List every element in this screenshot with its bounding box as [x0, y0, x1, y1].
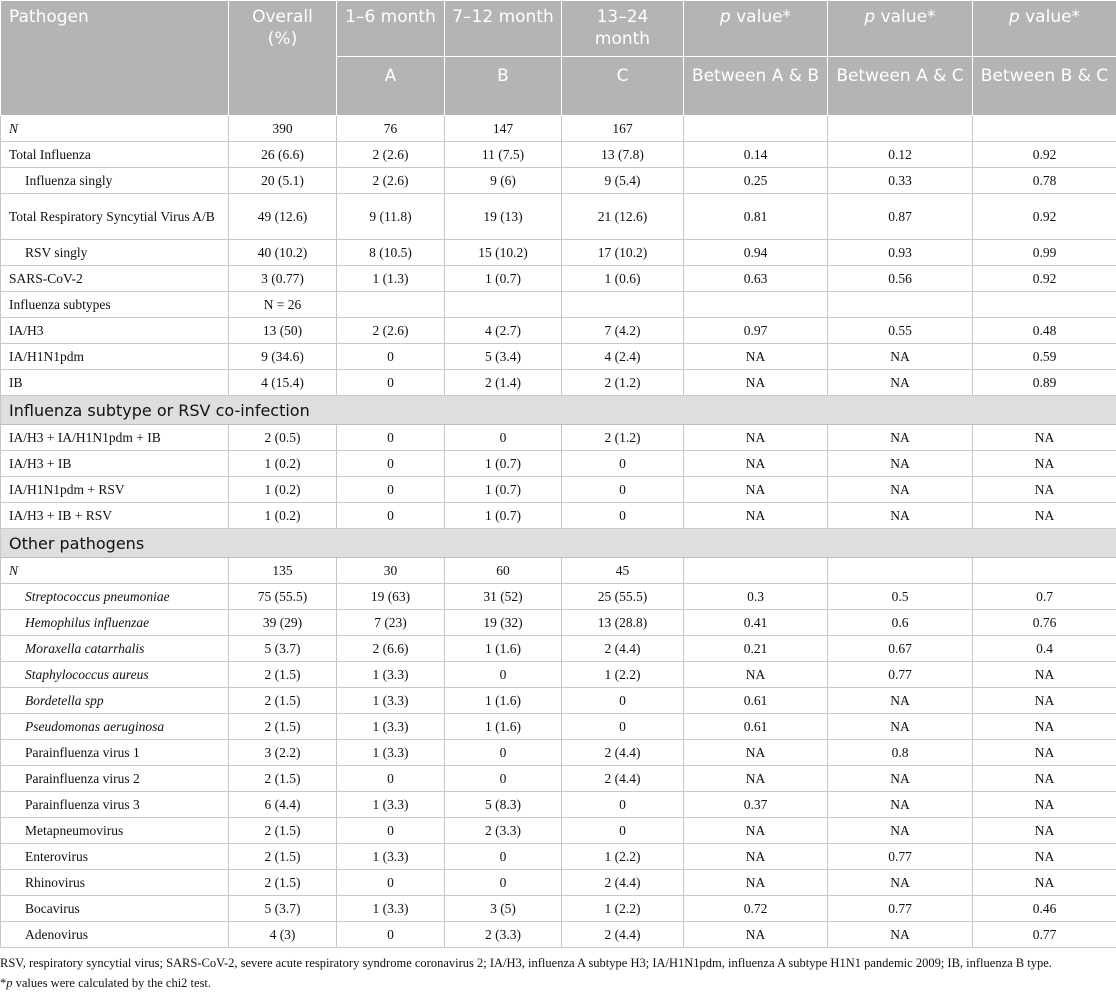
table-cell: 135: [229, 558, 337, 584]
table-row: [1, 662, 1116, 688]
table-cell: 1 (1.3): [337, 266, 445, 292]
table-row: [1, 766, 1116, 792]
pathogen-name-cell: IA/H1N1pdm: [1, 344, 229, 370]
table-row: [1, 503, 1116, 529]
table-cell: 0.94: [684, 240, 828, 266]
table-row: [1, 844, 1116, 870]
table-cell: 0.78: [973, 168, 1116, 194]
pathogen-name-cell: Total Influenza: [1, 142, 229, 168]
table-cell: 0.77: [828, 844, 973, 870]
pathogen-name-cell: IA/H1N1pdm + RSV: [1, 477, 229, 503]
table-cell: 0.37: [684, 792, 828, 818]
table-cell: 0: [445, 425, 562, 451]
table-cell: NA: [684, 766, 828, 792]
table-cell: 0: [562, 503, 684, 529]
table-cell: NA: [828, 344, 973, 370]
table-cell: 0: [337, 370, 445, 396]
table-cell: NA: [828, 922, 973, 948]
table-cell: 26 (6.6): [229, 142, 337, 168]
header-age-b: 7–12 month: [445, 1, 562, 57]
table-cell: 1 (2.2): [562, 662, 684, 688]
table-cell: NA: [973, 766, 1116, 792]
table-row: [1, 610, 1116, 636]
table-row: [1, 558, 1116, 584]
table-cell: 147: [445, 116, 562, 142]
table-cell: 0.77: [828, 896, 973, 922]
table-cell: 31 (52): [445, 584, 562, 610]
table-cell: 0: [562, 688, 684, 714]
table-cell: NA: [684, 844, 828, 870]
table-cell: 1 (3.3): [337, 740, 445, 766]
table-cell: 0.7: [973, 584, 1116, 610]
table-cell: NA: [684, 740, 828, 766]
pathogen-name-cell: Parainfluenza virus 3: [1, 792, 229, 818]
table-cell: 19 (13): [445, 194, 562, 240]
table-cell: 7 (4.2): [562, 318, 684, 344]
table-cell: 0: [562, 451, 684, 477]
pathogen-name-cell: Rhinovirus: [1, 870, 229, 896]
table-cell: 1 (0.2): [229, 477, 337, 503]
pathogen-name-cell: Enterovirus: [1, 844, 229, 870]
table-cell: NA: [973, 662, 1116, 688]
table-cell: [337, 292, 445, 318]
section-label: Other pathogens: [1, 529, 1116, 558]
table-cell: NA: [973, 870, 1116, 896]
table-cell: 4 (15.4): [229, 370, 337, 396]
pathogen-name-cell: Parainfluenza virus 1: [1, 740, 229, 766]
table-cell: NA: [973, 740, 1116, 766]
table-cell: 2 (2.6): [337, 142, 445, 168]
table-row: [1, 240, 1116, 266]
table-cell: NA: [973, 792, 1116, 818]
header-age-a: 1–6 month: [337, 1, 445, 57]
table-cell: 2 (1.4): [445, 370, 562, 396]
table-cell: 0.6: [828, 610, 973, 636]
table-cell: NA: [684, 344, 828, 370]
header-pvalue-bc: [973, 1, 1116, 57]
table-cell: [973, 558, 1116, 584]
table-cell: 9 (11.8): [337, 194, 445, 240]
table-cell: 0: [337, 451, 445, 477]
table-cell: 0.14: [684, 142, 828, 168]
table-cell: NA: [684, 451, 828, 477]
table-row: [1, 896, 1116, 922]
table-cell: 2 (1.5): [229, 662, 337, 688]
table-cell: 4 (3): [229, 922, 337, 948]
pvalue-letter: p: [864, 7, 876, 27]
footnote-p-letter: p: [6, 976, 13, 990]
header-between-bc: Between B & C: [973, 57, 1116, 116]
table-cell: 0: [562, 714, 684, 740]
table-cell: 0.8: [828, 740, 973, 766]
table-cell: 0.67: [828, 636, 973, 662]
footnote-pvalue: [0, 975, 1116, 992]
table-cell: 0: [337, 766, 445, 792]
table-cell: 9 (5.4): [562, 168, 684, 194]
table-cell: 0.87: [828, 194, 973, 240]
table-cell: 1 (1.6): [445, 714, 562, 740]
table-cell: 13 (7.8): [562, 142, 684, 168]
header-pathogen: Pathogen: [1, 1, 229, 116]
table-cell: [973, 116, 1116, 142]
table-cell: 2 (0.5): [229, 425, 337, 451]
footnote-pvalue-text: values were calculated by the chi2 test.: [12, 976, 212, 990]
table-cell: NA: [684, 818, 828, 844]
table-cell: [684, 116, 828, 142]
pathogen-name-cell: IB: [1, 370, 229, 396]
pathogen-name-cell: N: [1, 558, 229, 584]
table-row: [1, 922, 1116, 948]
table-cell: 5 (3.7): [229, 636, 337, 662]
table-cell: 0.99: [973, 240, 1116, 266]
table-cell: 0: [337, 870, 445, 896]
table-cell: 13 (50): [229, 318, 337, 344]
table-cell: 0.97: [684, 318, 828, 344]
table-cell: 0.21: [684, 636, 828, 662]
table-cell: NA: [828, 714, 973, 740]
table-cell: NA: [828, 503, 973, 529]
table-cell: 1 (3.3): [337, 714, 445, 740]
table-cell: 13 (28.8): [562, 610, 684, 636]
table-cell: 0: [562, 477, 684, 503]
table-cell: 17 (10.2): [562, 240, 684, 266]
table-cell: 39 (29): [229, 610, 337, 636]
table-cell: NA: [684, 922, 828, 948]
table-cell: 1 (2.2): [562, 844, 684, 870]
table-cell: 0: [445, 740, 562, 766]
table-row: [1, 116, 1116, 142]
table-cell: 5 (3.4): [445, 344, 562, 370]
table-row: [1, 477, 1116, 503]
table-cell: 15 (10.2): [445, 240, 562, 266]
table-cell: 0.92: [973, 266, 1116, 292]
table-cell: 21 (12.6): [562, 194, 684, 240]
table-cell: 25 (55.5): [562, 584, 684, 610]
table-cell: 0.77: [973, 922, 1116, 948]
pathogen-name-cell: N: [1, 116, 229, 142]
table-cell: NA: [973, 714, 1116, 740]
pvalue-word: value*: [880, 7, 936, 27]
table-cell: 0.61: [684, 714, 828, 740]
header-between-ac: Between A & C: [828, 57, 973, 116]
table-cell: 40 (10.2): [229, 240, 337, 266]
table-cell: [828, 558, 973, 584]
table-cell: 1 (3.3): [337, 792, 445, 818]
table-cell: 0: [445, 844, 562, 870]
table-cell: 76: [337, 116, 445, 142]
pathogen-name-cell: IA/H3 + IB + RSV: [1, 503, 229, 529]
table-cell: NA: [828, 425, 973, 451]
table-cell: 0: [445, 870, 562, 896]
table-row: [1, 292, 1116, 318]
table-cell: 0: [337, 818, 445, 844]
table-cell: 0: [337, 922, 445, 948]
pvalue-word: value*: [736, 7, 792, 27]
table-row: [1, 168, 1116, 194]
pathogen-name-cell: Staphylococcus aureus: [1, 662, 229, 688]
table-cell: NA: [828, 870, 973, 896]
table-cell: 0.41: [684, 610, 828, 636]
pathogen-name-cell: Influenza subtypes: [1, 292, 229, 318]
table-cell: 2 (4.4): [562, 766, 684, 792]
table-cell: 19 (63): [337, 584, 445, 610]
table-cell: [828, 292, 973, 318]
table-cell: 1 (3.3): [337, 662, 445, 688]
table-cell: 1 (0.7): [445, 451, 562, 477]
table-cell: 1 (3.3): [337, 896, 445, 922]
table-cell: 2 (1.5): [229, 688, 337, 714]
table-cell: NA: [973, 818, 1116, 844]
table-row: [1, 318, 1116, 344]
table-cell: 1 (0.7): [445, 503, 562, 529]
pathogen-name-cell: IA/H3 + IB: [1, 451, 229, 477]
table-cell: 2 (3.3): [445, 818, 562, 844]
table-cell: 0.4: [973, 636, 1116, 662]
header-pvalue-ab: [684, 1, 828, 57]
table-cell: 0: [562, 792, 684, 818]
table-cell: 1 (0.2): [229, 451, 337, 477]
table-cell: 0.92: [973, 142, 1116, 168]
table-cell: 19 (32): [445, 610, 562, 636]
table-cell: NA: [684, 503, 828, 529]
section-label: Influenza subtype or RSV co-infection: [1, 396, 1116, 425]
table-cell: 1 (0.7): [445, 477, 562, 503]
table-cell: 0.3: [684, 584, 828, 610]
table-cell: 9 (6): [445, 168, 562, 194]
table-cell: [562, 292, 684, 318]
table-cell: 1 (1.6): [445, 636, 562, 662]
table-cell: 2 (2.6): [337, 168, 445, 194]
pathogen-name-cell: Parainfluenza virus 2: [1, 766, 229, 792]
table-cell: 0: [337, 344, 445, 370]
table-body: [1, 116, 1116, 948]
table-cell: NA: [684, 477, 828, 503]
table-cell: NA: [684, 662, 828, 688]
table-cell: NA: [684, 370, 828, 396]
table-row: [1, 194, 1116, 240]
header-group-c: C: [562, 57, 684, 116]
table-cell: 0.46: [973, 896, 1116, 922]
table-cell: 1 (3.3): [337, 688, 445, 714]
pathogen-name-cell: Pseudomonas aeruginosa: [1, 714, 229, 740]
table-cell: 2 (1.2): [562, 425, 684, 451]
table-cell: 3 (5): [445, 896, 562, 922]
table-cell: NA: [973, 688, 1116, 714]
table-cell: 3 (2.2): [229, 740, 337, 766]
pvalue-word: value*: [1025, 7, 1081, 27]
section-row: [1, 529, 1116, 558]
table-cell: 390: [229, 116, 337, 142]
pathogen-name-cell: Hemophilus influenzae: [1, 610, 229, 636]
table-cell: N = 26: [229, 292, 337, 318]
header-age-c: 13–24 month: [562, 1, 684, 57]
pathogen-name-cell: Bordetella spp: [1, 688, 229, 714]
table-cell: NA: [973, 503, 1116, 529]
table-cell: 75 (55.5): [229, 584, 337, 610]
table-cell: 49 (12.6): [229, 194, 337, 240]
table-cell: 4 (2.7): [445, 318, 562, 344]
table-cell: 20 (5.1): [229, 168, 337, 194]
table-cell: 0: [337, 477, 445, 503]
pvalue-letter: p: [719, 7, 731, 27]
table-cell: 0: [337, 425, 445, 451]
pathogen-name-cell: Total Respiratory Syncytial Virus A/B: [1, 194, 229, 240]
pvalue-letter: p: [1008, 7, 1020, 27]
table-cell: 7 (23): [337, 610, 445, 636]
table-cell: 0.25: [684, 168, 828, 194]
table-cell: 2 (4.4): [562, 870, 684, 896]
pathogen-name-cell: Moraxella catarrhalis: [1, 636, 229, 662]
table-cell: 2 (6.6): [337, 636, 445, 662]
table-cell: 0.55: [828, 318, 973, 344]
table-header: [1, 1, 1116, 116]
table-cell: [828, 116, 973, 142]
header-overall: Overall (%): [229, 1, 337, 116]
table-cell: NA: [973, 477, 1116, 503]
table-cell: 1 (3.3): [337, 844, 445, 870]
table-cell: 0.56: [828, 266, 973, 292]
table-cell: NA: [828, 818, 973, 844]
table-cell: 0.81: [684, 194, 828, 240]
table-cell: 1 (2.2): [562, 896, 684, 922]
table-row: [1, 425, 1116, 451]
table-row: [1, 584, 1116, 610]
table-cell: 0.33: [828, 168, 973, 194]
table-cell: 0.72: [684, 896, 828, 922]
pathogen-name-cell: IA/H3: [1, 318, 229, 344]
pathogen-name-cell: Adenovirus: [1, 922, 229, 948]
table-cell: 2 (1.5): [229, 714, 337, 740]
footnotes: [0, 948, 1116, 992]
table-cell: [684, 292, 828, 318]
table-cell: 1 (1.6): [445, 688, 562, 714]
table-cell: 0.76: [973, 610, 1116, 636]
header-group-a: A: [337, 57, 445, 116]
table-cell: 8 (10.5): [337, 240, 445, 266]
table-cell: 0.61: [684, 688, 828, 714]
pathogen-name-cell: Metapneumovirus: [1, 818, 229, 844]
table-cell: 4 (2.4): [562, 344, 684, 370]
table-row: [1, 344, 1116, 370]
table-cell: 5 (3.7): [229, 896, 337, 922]
table-cell: [684, 558, 828, 584]
table-cell: 0.5: [828, 584, 973, 610]
table-cell: 6 (4.4): [229, 792, 337, 818]
table-cell: 0.59: [973, 344, 1116, 370]
table-cell: 60: [445, 558, 562, 584]
table-cell: 11 (7.5): [445, 142, 562, 168]
table-row: [1, 636, 1116, 662]
table-cell: NA: [973, 844, 1116, 870]
table-row: [1, 740, 1116, 766]
table-cell: NA: [828, 688, 973, 714]
pathogen-name-cell: IA/H3 + IA/H1N1pdm + IB: [1, 425, 229, 451]
table-row: [1, 714, 1116, 740]
table-cell: 2 (1.5): [229, 844, 337, 870]
pathogen-name-cell: SARS-CoV-2: [1, 266, 229, 292]
header-pvalue-ac: [828, 1, 973, 57]
table-row: [1, 792, 1116, 818]
table-row: [1, 142, 1116, 168]
header-group-b: B: [445, 57, 562, 116]
header-between-ab: Between A & B: [684, 57, 828, 116]
table-cell: 167: [562, 116, 684, 142]
table-cell: 0.77: [828, 662, 973, 688]
table-cell: 5 (8.3): [445, 792, 562, 818]
table-row: [1, 370, 1116, 396]
table-cell: 2 (1.5): [229, 818, 337, 844]
table-cell: NA: [828, 370, 973, 396]
table-row: [1, 266, 1116, 292]
table-cell: 0.92: [973, 194, 1116, 240]
table-cell: 45: [562, 558, 684, 584]
table-cell: 2 (1.5): [229, 766, 337, 792]
table-cell: 1 (0.7): [445, 266, 562, 292]
table-cell: 0: [445, 766, 562, 792]
table-cell: NA: [684, 425, 828, 451]
table-cell: 2 (4.4): [562, 636, 684, 662]
table-cell: 0.63: [684, 266, 828, 292]
table-cell: NA: [828, 766, 973, 792]
table-cell: 2 (3.3): [445, 922, 562, 948]
table-cell: [973, 292, 1116, 318]
table-cell: [445, 292, 562, 318]
pathogen-name-cell: RSV singly: [1, 240, 229, 266]
section-row: [1, 396, 1116, 425]
table-cell: 1 (0.2): [229, 503, 337, 529]
table-cell: NA: [828, 792, 973, 818]
table-row: [1, 870, 1116, 896]
table-cell: 2 (1.2): [562, 370, 684, 396]
table-cell: 0.93: [828, 240, 973, 266]
table-cell: NA: [684, 870, 828, 896]
table-cell: 30: [337, 558, 445, 584]
table-cell: 0.48: [973, 318, 1116, 344]
pathogen-name-cell: Bocavirus: [1, 896, 229, 922]
table-cell: 0: [562, 818, 684, 844]
table-cell: 2 (4.4): [562, 922, 684, 948]
footnote-mark: *: [0, 976, 7, 990]
table-cell: 2 (2.6): [337, 318, 445, 344]
table-row: [1, 818, 1116, 844]
pathogen-name-cell: Streptococcus pneumoniae: [1, 584, 229, 610]
table-cell: 2 (1.5): [229, 870, 337, 896]
table-cell: NA: [973, 425, 1116, 451]
table-cell: NA: [973, 451, 1116, 477]
table-cell: 2 (4.4): [562, 740, 684, 766]
table-cell: 0.89: [973, 370, 1116, 396]
table-row: [1, 688, 1116, 714]
table-cell: 0: [445, 662, 562, 688]
table-cell: 1 (0.6): [562, 266, 684, 292]
footnote-abbreviations: RSV, respiratory syncytial virus; SARS-CoV-2, severe acute respiratory syndrome coronavirus 2; IA/H3, influenza A subtype H3; IA/H1N1pdm, influenza A subtype H1N1 pandemic 2009; IB, influenza B type.: [0, 956, 1052, 970]
table-cell: 9 (34.6): [229, 344, 337, 370]
table-cell: 3 (0.77): [229, 266, 337, 292]
table-row: [1, 451, 1116, 477]
pathogen-name-cell: Influenza singly: [1, 168, 229, 194]
table-cell: 0: [337, 503, 445, 529]
table-cell: NA: [828, 477, 973, 503]
table-cell: NA: [828, 451, 973, 477]
table-cell: 0.12: [828, 142, 973, 168]
